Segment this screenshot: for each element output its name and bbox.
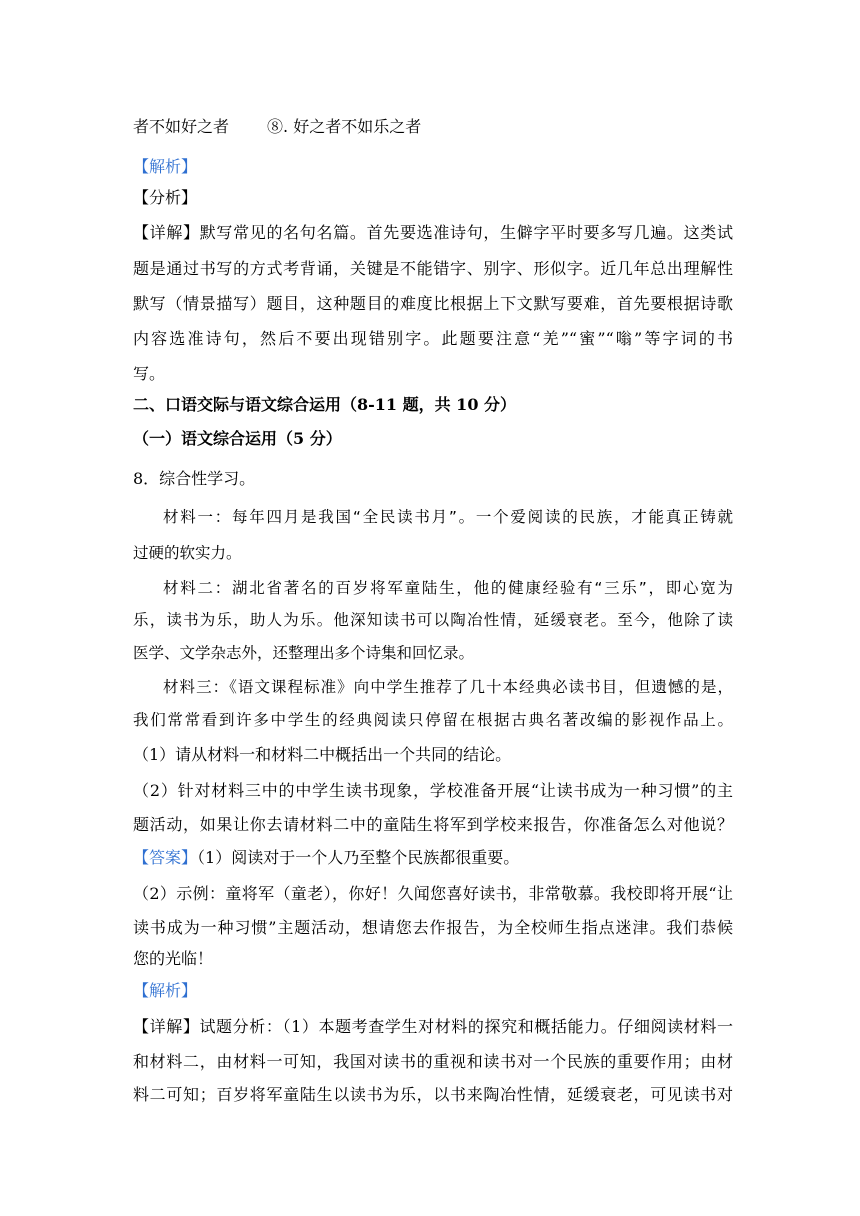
answer-text-8: ⑧. 好之者不如乐之者 [267, 117, 422, 136]
detail-text: 试题分析：（1）本题考查学生对材料的探究和概括能力。仔细阅读材料一 [199, 1017, 733, 1036]
answer-text: （1）阅读对于一个人乃至整个民族都很重要。 [197, 848, 520, 867]
answer-line [133, 848, 733, 868]
answer-label: 【答案】 [133, 848, 198, 867]
answer-example-line: （2）示例：童将军（童老），你好！久闻您喜好读书，非常敬慕。我校即将开展“让 [133, 884, 733, 903]
sub-question-2: （2）针对材料三中的中学生读书现象，学校准备开展“让读书成为一种习惯”的主 [133, 781, 733, 800]
detail-text: 默写常见的名句名篇。首先要选准诗句，生僻字平时要多写几遍。这类试 [199, 223, 733, 242]
answer-example-line: 您的光临！ [133, 949, 214, 968]
sub-question-1: （1）请从材料一和材料二中概括出一个共同的结论。 [133, 745, 512, 764]
question-title: 8．综合性学习。 [133, 469, 256, 488]
detail-label: 【详解】 [133, 223, 200, 242]
answer-example-line: 读书成为一种习惯”主题活动，想请您去作报告，为全校师生指点迷津。我们恭候 [133, 918, 733, 937]
answer-line [133, 117, 733, 137]
detail-label: 【详解】 [133, 1017, 200, 1036]
material-three-line: 我们常常看到许多中学生的经典阅读只停留在根据古典名著改编的影视作品上。 [133, 711, 733, 729]
detail-paragraph-line: 默写（情景描写）题目，这种题目的难度比根据上下文默写要难，首先要根据诗歌 [133, 294, 733, 313]
subsection-heading: （一）语文综合运用（5 分） [133, 429, 342, 448]
detail-paragraph-line: 题是通过书写的方式考背诵，关键是不能错字、别字、形似字。近几年总出理解性 [133, 259, 733, 278]
detail-paragraph-line: 和材料二，由材料一可知，我国对读书的重视和读书对一个民族的重要作用；由材 [133, 1052, 733, 1071]
material-two-line: 材料二：湖北省著名的百岁将军童陆生，他的健康经验有“三乐”，即心宽为 [163, 579, 733, 597]
analysis-heading: 【解析】 [133, 981, 198, 1000]
detail-paragraph-line [133, 1017, 733, 1037]
detail-paragraph-line [133, 223, 733, 243]
detail-paragraph-line: 写。 [133, 364, 166, 383]
fenxi-heading: 【分析】 [133, 188, 198, 207]
detail-paragraph-line: 内容选准诗句，然后不要出现错别字。此题要注意“羌”“蜜”“嗡”等字词的书 [133, 329, 733, 348]
material-one-line: 过硬的软实力。 [133, 544, 242, 562]
material-two-line: 乐，读书为乐，助人为乐。他深知读书可以陶冶性情，延缓衰老。至今，他除了读 [133, 611, 733, 629]
sub-question-2: 题活动，如果让你去请材料二中的童陆生将军到学校来报告，你准备怎么对他说？ [133, 815, 733, 834]
section-heading: 二、口语交际与语文综合运用（8-11 题，共 10 分） [133, 395, 517, 414]
analysis-heading: 【解析】 [133, 157, 198, 176]
material-two-line: 医学、文学杂志外，还整理出多个诗集和回忆录。 [133, 644, 475, 662]
material-three-line: 材料三：《语文课程标准》向中学生推荐了几十本经典必读书目，但遗憾的是， [163, 678, 733, 696]
material-one-line: 材料一：每年四月是我国“全民读书月”。一个爱阅读的民族，才能真正铸就 [163, 508, 733, 526]
answer-text-7: 者不如好之者 [133, 117, 230, 136]
detail-paragraph-line: 料二可知；百岁将军童陆生以读书为乐，以书来陶冶性情，延缓衰老，可见读书对 [133, 1085, 733, 1104]
